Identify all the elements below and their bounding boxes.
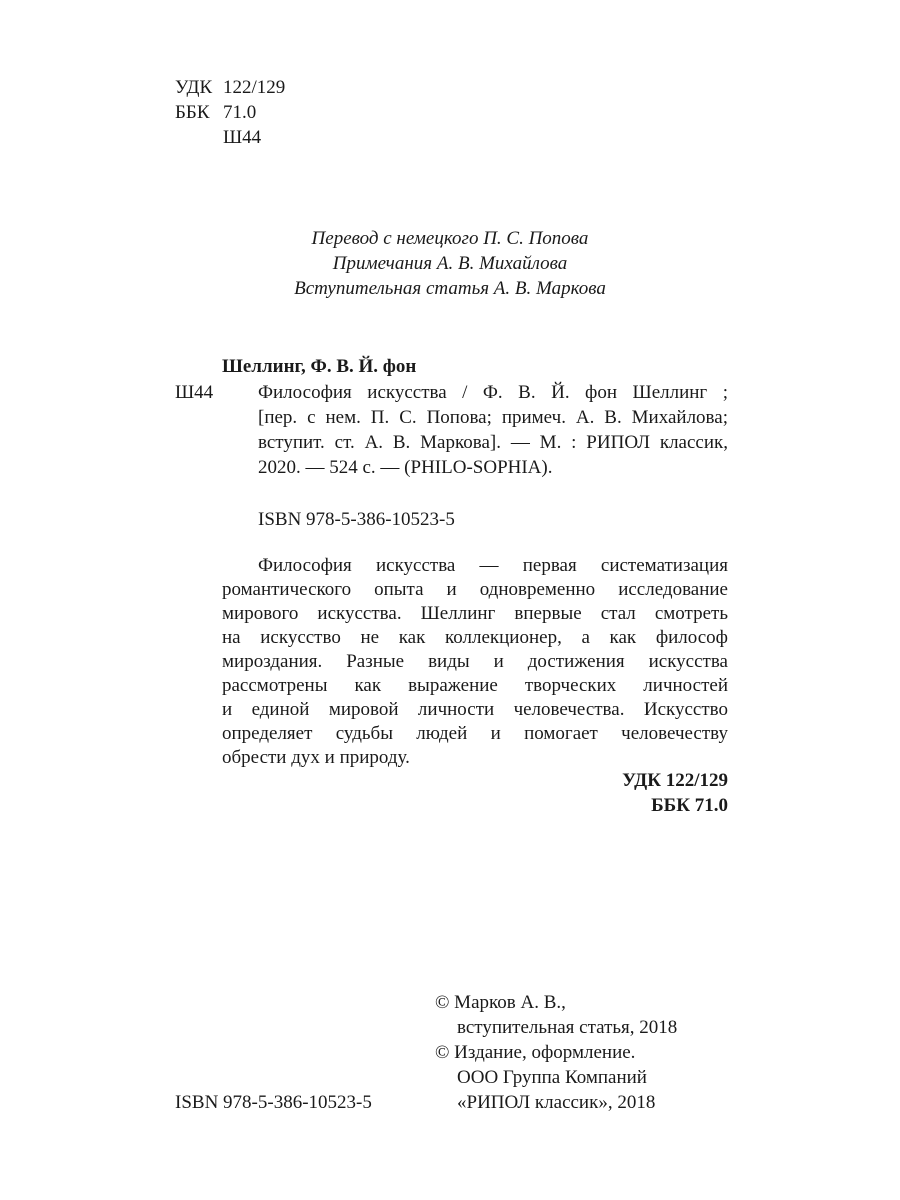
copyright-line: © Марков А. В., xyxy=(435,992,566,1013)
copyright-block xyxy=(435,990,677,1115)
annotation-line: рассмотрены как выражение творческих личностей xyxy=(222,675,728,696)
record-line: Философия искусства / Ф. В. Й. фон Шеллинг ; xyxy=(258,382,728,403)
annotation xyxy=(222,554,728,770)
annotation-line: Философия искусства — первая систематизация xyxy=(258,555,728,576)
copyright-line: «РИПОЛ классик», 2018 xyxy=(457,1092,656,1113)
bbk-bottom: ББК 71.0 xyxy=(651,795,728,816)
annotation-line: определяет судьбы людей и помогает человечеству xyxy=(222,723,728,744)
copyright-line: © Издание, оформление. xyxy=(435,1042,636,1063)
annotation-line: обрести дух и природу. xyxy=(222,747,410,768)
record-line: [пер. с нем. П. С. Попова; примеч. А. В. Михайлова; xyxy=(258,407,728,428)
annotation-line: на искусство не как коллекционер, а как философ xyxy=(222,627,728,648)
udk-value: 122/129 xyxy=(223,77,286,98)
credit-translation: Перевод с немецкого П. С. Попова xyxy=(311,228,589,249)
udk-bottom: УДК 122/129 xyxy=(622,770,728,791)
bbk-label: ББК xyxy=(175,102,210,123)
record-code: Ш44 xyxy=(175,382,214,403)
credits-block xyxy=(0,226,900,301)
copyright-line: вступительная статья, 2018 xyxy=(457,1017,678,1038)
copyright-line: ООО Группа Компаний xyxy=(457,1067,647,1088)
bbk-value: 71.0 xyxy=(223,102,257,123)
record-author: Шеллинг, Ф. В. Й. фон xyxy=(222,356,417,377)
footer-isbn: ISBN 978-5-386-10523-5 xyxy=(175,1092,372,1113)
udk-label: УДК xyxy=(175,77,213,98)
annotation-line: романтического опыта и одновременно исследование xyxy=(222,579,728,600)
record-description xyxy=(258,380,728,480)
annotation-line: мироздания. Разные виды и достижения искусства xyxy=(222,651,728,672)
record-line: 2020. — 524 с. — (PHILO-SOPHIA). xyxy=(258,457,553,478)
author-mark: Ш44 xyxy=(223,127,262,148)
classification-bottom xyxy=(622,768,728,818)
annotation-line: мирового искусства. Шеллинг впервые стал смотреть xyxy=(222,603,728,624)
credit-notes: Примечания А. В. Михайлова xyxy=(332,253,568,274)
record-line: вступит. ст. А. В. Маркова]. — М. : РИПОЛ классик, xyxy=(258,432,728,453)
record-isbn: ISBN 978-5-386-10523-5 xyxy=(258,509,455,530)
annotation-line: и единой мировой личности человечества. Искусство xyxy=(222,699,728,720)
credit-introduction: Вступительная статья А. В. Маркова xyxy=(294,278,606,299)
